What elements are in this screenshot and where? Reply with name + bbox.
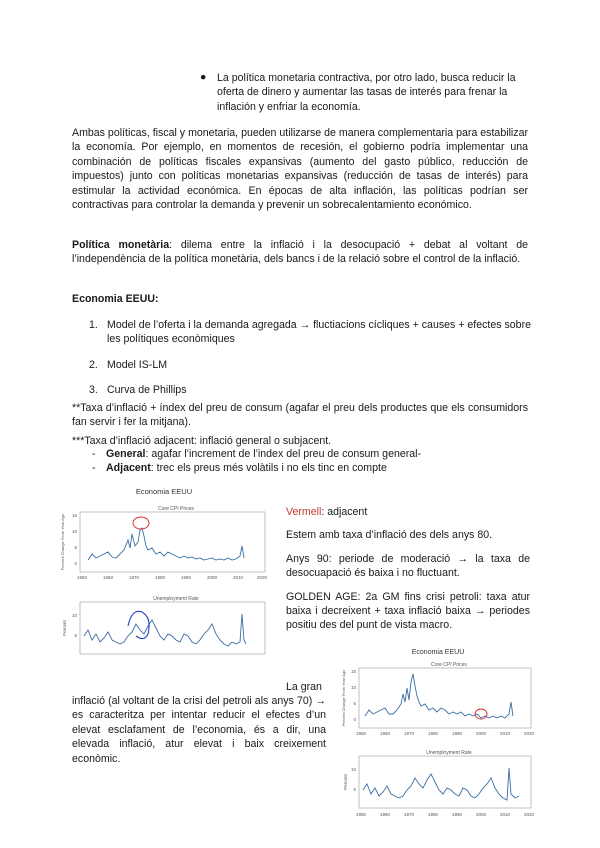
core-cpi-line (365, 674, 513, 718)
top-ylabel: Percent Change From Year Ago (60, 513, 65, 571)
top-plot-frame (359, 668, 531, 728)
svg-text:2010: 2010 (232, 575, 244, 580)
svg-text:2000: 2000 (475, 731, 487, 736)
bullet-dot: ● (200, 71, 207, 83)
bullet-contractiva (198, 71, 530, 114)
note-golden: GOLDEN AGE: 2a GM fins crisi petroli: taxa atur baixa i decreixent + taxa inflació baixa → periodes positiu des del punt de vista macro. (286, 590, 530, 632)
svg-text:1950: 1950 (76, 575, 88, 580)
figure-left-svg (58, 484, 270, 662)
svg-text:1990: 1990 (180, 575, 192, 580)
paragraph-politica (72, 238, 528, 267)
svg-text:2020: 2020 (523, 812, 535, 817)
list-item: - Adjacent: trec els preus més volàtils i no els tinc en compte (92, 462, 387, 475)
svg-text:1990: 1990 (451, 731, 463, 736)
politica-text: : dilema entre la inflació i la desocupació + debat al voltant de l’independència de la política monetària, dels bancs i de la relació sobre el control de la inflació. (72, 239, 528, 266)
svg-text:2000: 2000 (475, 812, 487, 817)
svg-text:1970: 1970 (128, 575, 140, 580)
top-plot-frame (80, 512, 265, 572)
figure-bottom-subtitle: Unemployment Rate (153, 596, 199, 602)
svg-text:0: 0 (74, 561, 77, 566)
unemployment-line (84, 614, 246, 646)
figure-top-subtitle: Core CPI Prices (158, 506, 194, 512)
svg-text:1970: 1970 (403, 731, 415, 736)
economia-heading: Economia EEUU: (72, 293, 159, 305)
svg-text:1950: 1950 (355, 812, 367, 817)
svg-text:15: 15 (350, 669, 356, 674)
top-ylabel: Percent Change From Year Ago (341, 669, 346, 727)
svg-text:1970: 1970 (403, 812, 415, 817)
figure-bottom-subtitle: Unemployment Rate (426, 750, 472, 756)
note-adjacent: ***Taxa d’inflació adjacent: inflació general o subjacent. (72, 435, 332, 447)
figure-right-svg (339, 644, 537, 820)
list-item: 1. Model de l’oferta i la demanda agregada → fluctiacions cícliques + causes + efectes sobre les polítiques econòmiques (89, 319, 531, 346)
bottom-plot-frame (80, 602, 265, 654)
note-vermell: Vermell: adjacent (286, 506, 368, 518)
svg-text:1960: 1960 (379, 731, 391, 736)
svg-text:5: 5 (74, 545, 77, 550)
svg-text:10: 10 (71, 529, 77, 534)
figure-top-subtitle: Core CPI Prices (431, 662, 467, 668)
note-anys90: Anys 90: periode de moderació → la taxa de desocuapació és baixa i no fluctuant. (286, 552, 530, 580)
unemployment-line (363, 768, 519, 800)
note-taxa: **Taxa d’inflació + índex del preu de consum (agafar el preu dels productes que els consumidors fan servir i fer la mitjana). (72, 402, 528, 429)
svg-text:0: 0 (353, 717, 356, 722)
note-estem: Estem amb taxa d’inflació des dels anys 80. (286, 529, 493, 542)
list-item: - General: agafar l’increment de l’index del preu de consum general- (92, 448, 422, 460)
svg-text:1990: 1990 (451, 812, 463, 817)
la-gran-text: inflació (al voltant de la crisi del petroli als anys 70) → es caracteritza per intentar reducir el efectes d’un elevat esclafament de l’economia, és a dir, una elevada inflació, atur elevat i baix creixement econòmic. (72, 695, 326, 765)
figure-title: Economia EEUU (411, 649, 465, 656)
svg-text:10: 10 (350, 685, 356, 690)
svg-text:1980: 1980 (427, 812, 439, 817)
blue-circle-marker (128, 611, 149, 638)
bottom-ylabel: Percent (343, 774, 348, 790)
svg-text:2010: 2010 (499, 731, 511, 736)
right-notes (286, 505, 530, 633)
bottom-ylabel: Percent (62, 620, 67, 636)
bullet-text: La política monetaria contractiva, por otro lado, busca reducir la oferta de dinero y aumentar las tasas de interés para frenar la inflación y enfriar la economía. (217, 72, 516, 113)
bottom-plot-frame (359, 756, 531, 808)
red-circle-marker (133, 517, 149, 529)
svg-text:15: 15 (71, 513, 77, 518)
svg-text:2010: 2010 (499, 812, 511, 817)
svg-text:5: 5 (74, 633, 77, 638)
figure-economia-left (58, 484, 270, 662)
svg-text:1950: 1950 (355, 731, 367, 736)
la-gran-head: La gran (286, 681, 322, 693)
figure-economia-right (339, 644, 537, 820)
svg-text:2000: 2000 (206, 575, 218, 580)
politica-term: Política monetària (72, 239, 170, 251)
svg-text:2020: 2020 (523, 731, 535, 736)
svg-text:5: 5 (353, 701, 356, 706)
svg-text:10: 10 (71, 613, 77, 618)
core-cpi-line (88, 528, 244, 560)
svg-text:5: 5 (353, 787, 356, 792)
paragraph-ambas: Ambas políticas, fiscal y monetaria, pueden utilizarse de manera complementaria para estabilizar la economía. Por ejemplo, en momentos de recesión, el gobierno podría implementar una combinación de políticas fiscales expansivas (aumento del gasto público, reducción de impuestos) junto con políticas monetarias expansivas (reducción de tasas de interés) para estimular la actividad económica. En épocas de alta inflación, las políticas podrían ser contractivas para controlar la demanda y prevenir un sobrecalentamiento económico. (72, 127, 528, 212)
dash-list (72, 447, 532, 476)
svg-text:2020: 2020 (256, 575, 268, 580)
numbered-list (72, 318, 532, 409)
list-item: 3. Curva de Phillips (89, 384, 187, 397)
svg-text:1980: 1980 (154, 575, 166, 580)
svg-text:1980: 1980 (427, 731, 439, 736)
svg-text:1960: 1960 (102, 575, 114, 580)
svg-text:1960: 1960 (379, 812, 391, 817)
svg-text:10: 10 (350, 767, 356, 772)
list-item: 2. Model IS-LM (89, 358, 168, 371)
figure-title: Economia EEUU (135, 487, 193, 496)
